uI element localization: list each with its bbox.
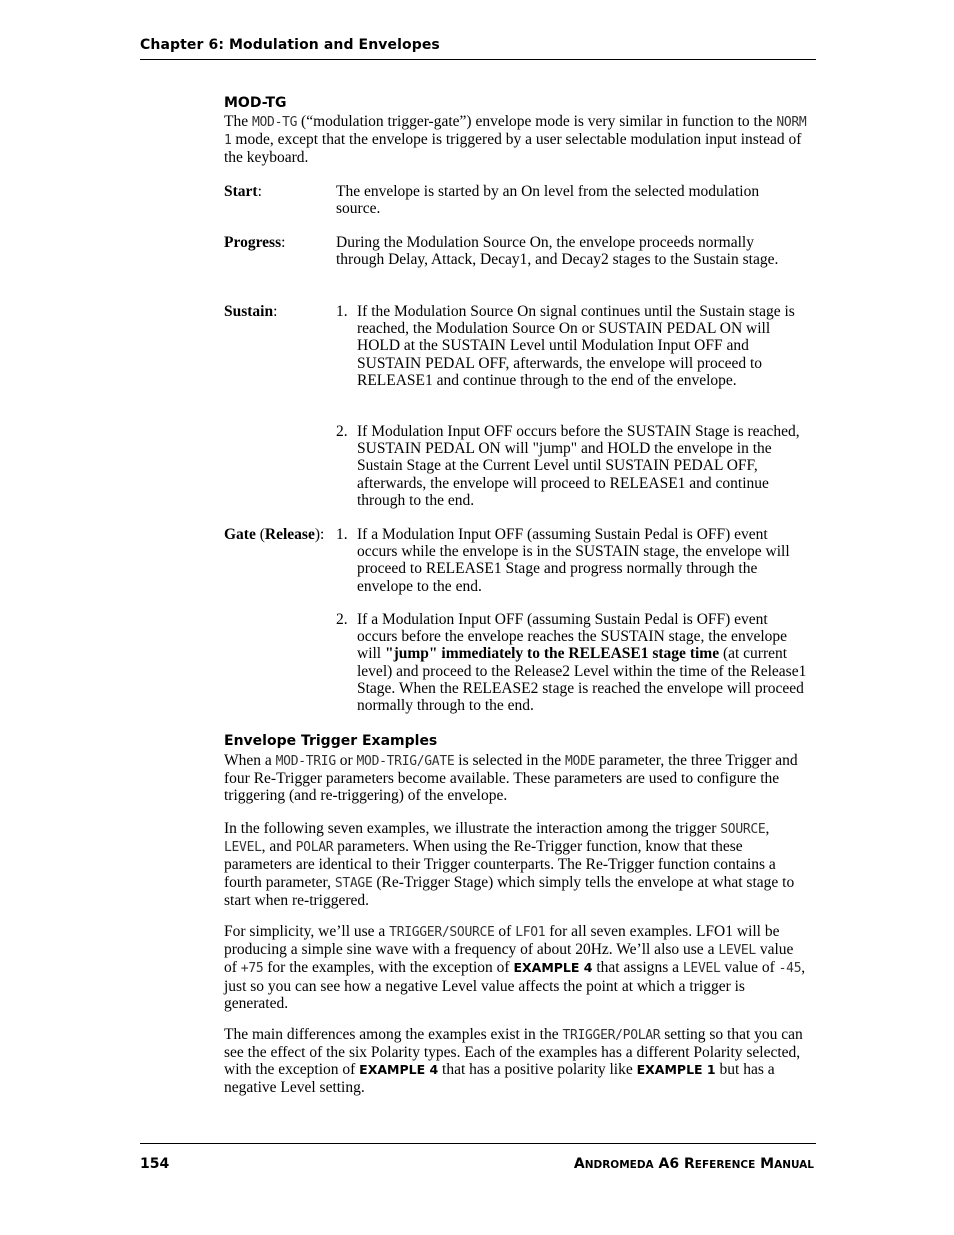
gate-item-1: If a Modulation Input OFF (assuming Sustain Pedal is OFF) event occurs while the envelope is in the SUSTAIN stage, the envelope will proceed to RELEASE1 Stage and progress normally through the envelope to the end.	[357, 526, 790, 595]
gate-term: Gate (Release):	[224, 526, 325, 543]
sustain-item-1: If the Modulation Source On signal continues until the Sustain stage is reached, the Modulation Source On or SUSTAIN PEDAL ON will HOLD at the SUSTAIN Level until Modulation Input OFF and SUSTAIN PEDAL OFF, afterwards, the envelope will proceed to RELEASE1 and continue through to the end of the envelope.	[357, 303, 795, 389]
page-number: 154	[140, 1156, 170, 1172]
examples-paragraph-2: In the following seven examples, we illustrate the interaction among the trigger SOURCE, LEVEL, and POLAR parameters. When using the Re-Trigger function, know that these parameters are identical to their Trigger counterparts. The Re-Trigger function contains a fourth parameter, STAGE (Re-Trigger Stage) which simply tells the envelope at what stage to start when re-triggered.	[224, 820, 795, 909]
chapter-header: Chapter 6: Modulation and Envelopes	[140, 37, 440, 53]
examples-paragraph-4: The main differences among the examples exist in the TRIGGER/POLAR setting so that you can see the effect of the six Polarity types. Each of the examples has a different Polarity selected, with the exception of EXAMPLE 4 that has a positive polarity like EXAMPLE 1 but has a negative Level setting.	[224, 1026, 803, 1096]
section-heading-trigger-examples: Envelope Trigger Examples	[224, 733, 438, 749]
gate-item-2-number: 2.	[336, 611, 348, 628]
progress-definition: During the Modulation Source On, the envelope proceeds normally through Delay, Attack, Decay1, and Decay2 stages to the Sustain stage.	[336, 234, 779, 269]
mod-tg-intro: The MOD-TG (“modulation trigger-gate”) envelope mode is very similar in function to the NORM 1 mode, except that the envelope is triggered by a user selectable modulation input instead of the keyboard.	[224, 113, 807, 167]
gate-item-2: If a Modulation Input OFF (assuming Sustain Pedal is OFF) event occurs before the envelope reaches the SUSTAIN stage, the envelope will "jump" immediately to the RELEASE1 stage time (at current level) and proceed to the Release2 Level within the time of the Release1 Stage. When the RELEASE2 stage is reached the envelope will proceed normally through to the end.	[357, 611, 807, 715]
examples-paragraph-1: When a MOD-TRIG or MOD-TRIG/GATE is selected in the MODE parameter, the three Trigger and four Re-Trigger parameters become available. These parameters are used to configure the triggering (and re-triggering) of the envelope.	[224, 752, 798, 805]
sustain-item-2: If Modulation Input OFF occurs before the SUSTAIN Stage is reached, SUSTAIN PEDAL ON will "jump" and HOLD the envelope in the Sustain Stage at the Current Level until SUSTAIN PEDAL OFF, afterwards, the envelope will proceed to RELEASE1 and continue through to the end.	[357, 423, 800, 509]
section-heading-mod-tg: MOD-TG	[224, 95, 287, 111]
manual-title: ANDROMEDA A6 REFERENCE MANUAL	[573, 1156, 814, 1172]
sustain-item-2-number: 2.	[336, 423, 348, 440]
examples-paragraph-3: For simplicity, we’ll use a TRIGGER/SOURCE of LFO1 for all seven examples. LFO1 will be producing a simple sine wave with a frequency of about 20Hz. We’ll also use a LEVEL value of +75 for the examples, with the exception of EXAMPLE 4 that assigns a LEVEL value of -45, just so you can see how a negative Level value affects the point at which a trigger is generated.	[224, 923, 806, 1012]
start-term: Start:	[224, 183, 262, 200]
start-definition: The envelope is started by an On level from the selected modulation source.	[336, 183, 760, 218]
sustain-item-1-number: 1.	[336, 303, 348, 320]
sustain-term: Sustain:	[224, 303, 278, 320]
progress-term: Progress:	[224, 234, 286, 251]
footer-rule	[140, 1143, 816, 1144]
gate-item-1-number: 1.	[336, 526, 348, 543]
header-rule	[140, 59, 816, 60]
